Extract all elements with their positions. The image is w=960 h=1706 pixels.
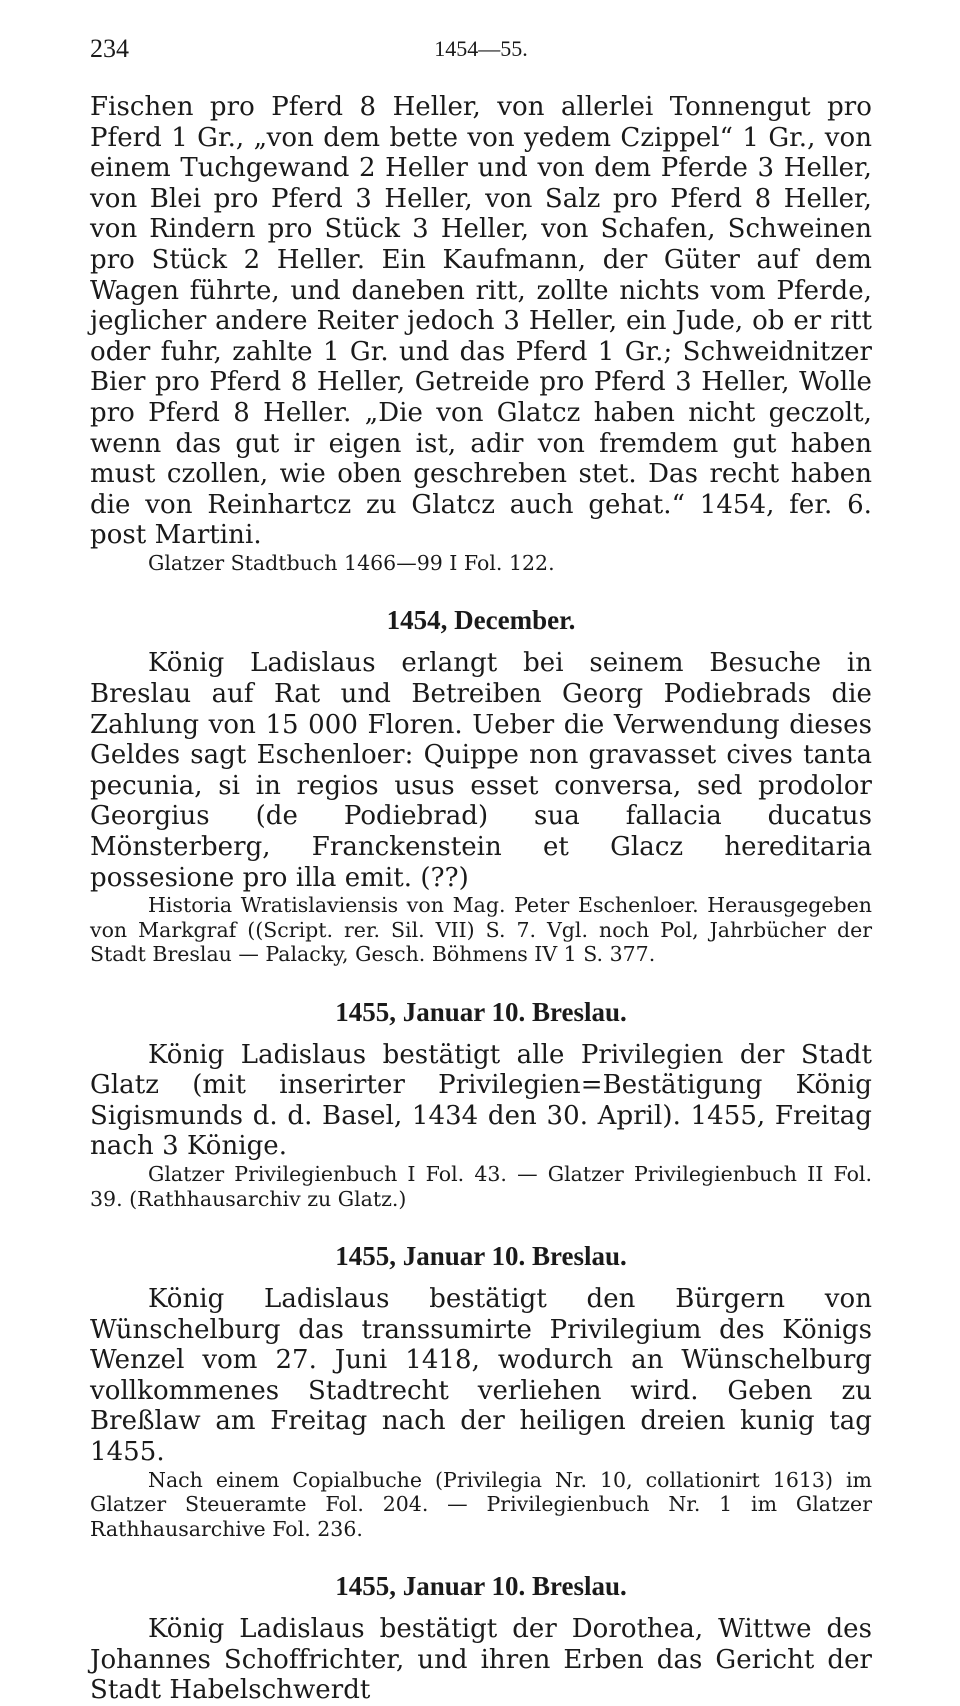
entry-source: Nach einem Copialbuche (Privilegia Nr. 10, collationirt 1613) im Glatzer Steueramte Fol. 204. — Privilegienbuch Nr. 1 im Glatzer Rathhausarchive Fol. 236.: [90, 1467, 872, 1541]
page-number: 234: [90, 34, 129, 63]
entry-heading: 1455, Januar 10. Breslau.: [335, 1241, 627, 1272]
page-body: [90, 92, 872, 1706]
page-header: [90, 30, 872, 70]
entry-source: Glatzer Privilegienbuch I Fol. 43. — Glatzer Privilegienbuch II Fol. 39. (Rathhausarchiv zu Glatz.): [90, 1162, 872, 1211]
entry-text: König Ladislaus bestätigt alle Privilegien der Stadt Glatz (mit inserirter Privilegien=Bestätigung König Sigismunds d. d. Basel, 1434 den 30. April). 1455, Freitag nach 3 Könige.: [90, 1039, 872, 1162]
entry-heading: 1455, Januar 10. Breslau.: [335, 996, 627, 1027]
running-title: 1454—55.: [434, 36, 528, 61]
entry-text: Fischen pro Pferd 8 Heller, von allerlei Tonnengut pro Pferd 1 Gr., „von dem bette von yedem Czippel“ 1 Gr., von einem Tuchgewand 2 Heller und von dem Pferde 3 Heller, von Blei pro Pferd 3 Heller, von Salz pro Pferd 8 Heller, von Rindern pro Stück 3 Heller, von Schafen, Schweinen pro Stück 2 Heller. Ein Kaufmann, der Güter auf dem Wagen führte, und daneben ritt, zollte nichts vom Pferde, jeglicher andere Reiter jedoch 3 Heller, ein Jude, ob er ritt oder fuhr, zahlte 1 Gr. und das Pferd 1 Gr.; Schweidnitzer Bier pro Pferd 8 Heller, Getreide pro Pferd 3 Heller, Wolle pro Pferd 8 Heller. „Die von Glatcz haben nicht geczolt, wenn das gut ir eigen ist, adir von fremdem gut haben must czollen, wie oben geschreben stet. Das recht haben die von Reinhartcz zu Glatcz auch gehat.“ 1454, fer. 6. post Martini.: [90, 92, 872, 551]
entry-source: Glatzer Stadtbuch 1466—99 I Fol. 122.: [148, 550, 555, 575]
entry-text: König Ladislaus erlangt bei seinem Besuche in Breslau auf Rat und Betreiben Georg Podiebrads die Zahlung von 15 000 Floren. Ueber die Verwendung dieses Geldes sagt Eschenloer: Quippe non gravasset cives tanta pecunia, si in regios usus esset conversa, sed prodolor Georgius (de Podiebrad) sua fallacia ducatus Mönsterberg, Franckenstein et Glacz hereditaria possesione pro illa emit. (??): [90, 648, 872, 893]
entry-source: Historia Wratislaviensis von Mag. Peter Eschenloer. Herausgegeben von Markgraf ((Script. rer. Sil. VII) S. 7. Vgl. noch Pol, Jahrbücher der Stadt Breslau — Palacky, Gesch. Böhmens IV 1 S. 377.: [90, 893, 872, 967]
entry-text: König Ladislaus bestätigt der Dorothea, Wittwe des Johannes Schoffrichter, und ihren Erben das Gericht der Stadt Habelschwerdt: [90, 1614, 872, 1706]
entry-text: König Ladislaus bestätigt den Bürgern von Wünschelburg das transsumirte Privilegium des Königs Wenzel vom 27. Juni 1418, wodurch an Wünschelburg vollkommenes Stadtrecht verliehen wird. Geben zu Breßlaw am Freitag nach der heiligen dreien kunig tag 1455.: [90, 1284, 872, 1467]
entry-heading: 1454, December.: [386, 605, 576, 636]
entry-heading: 1455, Januar 10. Breslau.: [335, 1571, 627, 1602]
